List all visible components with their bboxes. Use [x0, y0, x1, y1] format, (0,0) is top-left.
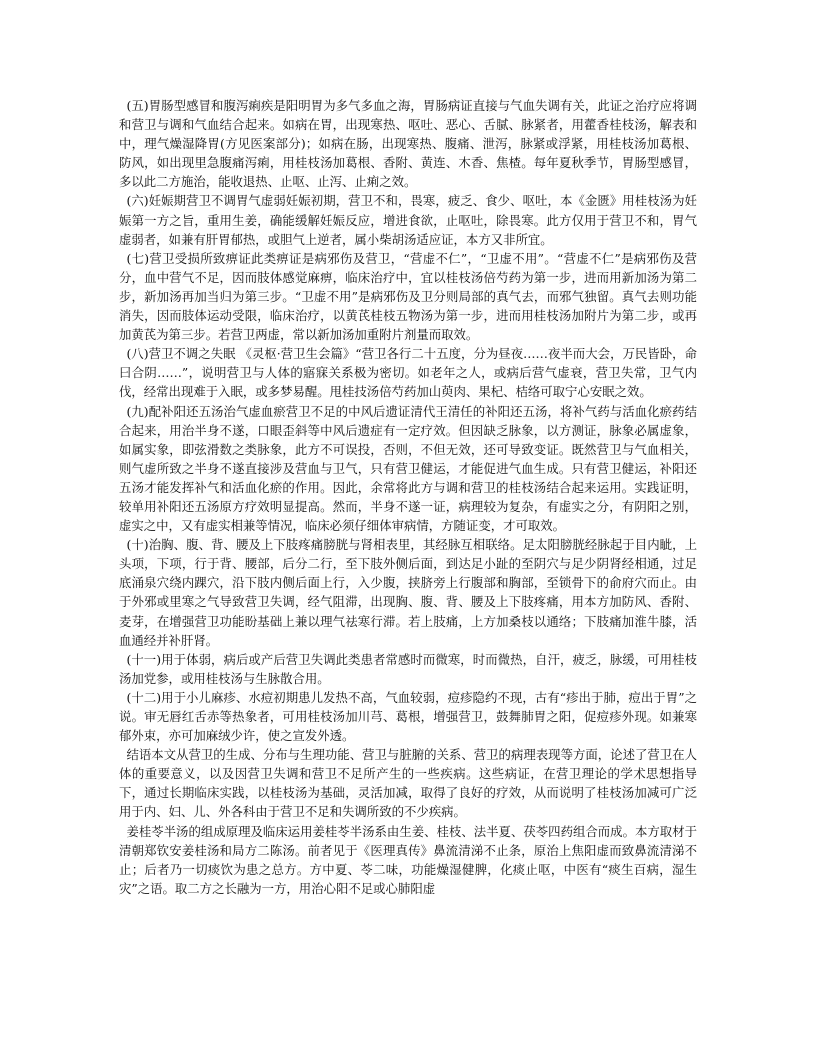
paragraph-body-pain: (十)治胸、腹、背、腰及上下肢疼痛膀胱与肾相表里，其经脉互相联络。足太阳膀胱经脉起于目内眦，上头项，下项，行于背、腰部，后分二行，至下肢外侧后面，到达足小趾的至阴穴与足少阴肾经相通，过足底涌泉穴绕内踝穴，沿下肢内侧后面上行，入少腹，挟脐旁上行腹部和胸部，至锁骨下的俞府穴而止。由于外邪或里寒之气导致营卫失调，经气阻滞，出现胸、腹、背、腰及上下肢疼痛，用本方加防风、香附、麦芽，在增强营卫功能盼基础上兼以理气祛寒行滞。若上肢痛，上方加桑枝以通络；下肢痛加淮牛膝，活血通经并补肝肾。 — [119, 537, 697, 648]
paragraph-pregnancy: (六)妊娠期营卫不调胃气虚弱妊娠初期，营卫不和，畏寒，疲乏、食少、呕吐，本《金匮》用桂枝汤为妊娠第一方之旨，重用生姜，确能缓解妊娠反应，增进食欲，止呕吐，除畏寒。此方仅用于营卫不和，胃气虚弱者，如兼有肝胃郁热，或胆气上逆者，属小柴胡汤适应证，本方又非所宜。 — [119, 193, 697, 247]
paragraph-insomnia: (八)营卫不调之失眠 《灵枢·营卫生会篇》“营卫各行二十五度，分为昼夜……夜半而大会，万民皆卧，命曰合阴……”，说明营卫与人体的寤寐关系极为密切。如老年之人，或病后营气虚衰，营卫失常，卫气内伐，经常出现难于入眠，或多梦易醒。甩桂技汤倍芍药加山萸肉、果杞、桔络可取宁心安眠之效。 — [119, 346, 697, 400]
paragraph-weak-constitution: (十一)用于体弱，病后或产后营卫失调此类患者常感时而微寒，时而微热，自汗，疲乏，脉缓，可用桂枝汤加党参，或用桂枝汤与生脉散合用。 — [119, 651, 697, 686]
document-page — [119, 96, 697, 898]
paragraph-gastrointestinal-cold: (五)胃肠型感冒和腹泻痢疾是阳明胃为多气多血之海，胃肠病证直接与气血失调有关，此证之治疗应将调和营卫与调和气血结合起来。如病在胃，出现寒热、呕吐、恶心、舌腻、脉紧者，用藿香桂枝汤，解表和中，理气燥湿降胃(方见医案部分)；如病在肠，出现寒热、腹痛、泄泻，脉紧或浮紧，用桂枝汤加葛根、防风，如出现里急腹痛泻痢，用桂枝汤加葛根、香附、黄连、木香、焦楂。每年夏秋季节，胃肠型感冒，多以此二方施治，能收退热、止呕、止泻、止痢之效。 — [119, 98, 697, 190]
paragraph-stroke-sequelae: (九)配补阳还五汤治气虚血瘀营卫不足的中风后遗证清代王清任的补阳还五汤，将补气药与活血化瘀药结合起来，用治半身不遂，口眼歪斜等中风后遗症有一定疗效。但因缺乏脉象，以方测证，脉象必属虚象，如属实象，即弦滑数之类脉象，此方不可误投，否则，不但无效，还可导致变证。既然营卫与气血相关，则气虚所致之半身不遂直接涉及营血与卫气，只有营卫健运，才能促进气血生成。只有营卫健运，补阳还五汤才能发挥补气和活血化瘀的作用。因此，余常将此方与调和营卫的桂枝汤结合起来运用。实践证明，较单用补阳还五汤原方疗效明显提高。然而，半身不遂一证，病理较为复杂，有虚实之分，有阴阳之别，虚实之中，又有虚实相兼等情况，临床必须仔细体审病情，方随证变，才可取效。 — [119, 403, 697, 534]
paragraph-pediatric-measles: (十二)用于小儿麻疹、水痘初期患儿发热不高，气血较弱，痘疹隐约不现，古有“疹出于肺，痘出于胃”之说。审无唇红舌赤等热象者，可用桂枝汤加川芎、葛根，增强营卫，鼓舞肺胃之阳，促痘疹外现。如兼寒郁外束，亦可加麻绒少许，使之宣发外透。 — [119, 689, 697, 744]
paragraph-conclusion: 结语本文从营卫的生成、分布与生理功能、营卫与脏腑的关系、营卫的病理表现等方面，论述了营卫在人体的重要意义，以及因营卫失调和营卫不足所产生的一些疾病。这些病证，在营卫理论的学术思想指导下，通过长期临床实践，以桂枝汤为基础，灵活加减，取得了良好的疗效，从而说明了桂枝汤加减可广泛用于内、妇、儿、外各科由于营卫不足和失调所致的不少疾病。 — [119, 747, 697, 820]
paragraph-jiang-gui-ling-ban: 姜桂苓半汤的组成原理及临床运用姜桂苓半汤系由生姜、桂枝、法半夏、茯苓四药组合而成。本方取材于清朝郑钦安姜桂汤和局方二陈汤。前者见于《医理真传》鼻流清涕不止条，原治上焦阳虚而致鼻流清涕不止；后者乃一切痰饮为患之总方。方中夏、苓二味，功能燥湿健脾，化痰止呕，中医有“痰生百病，湿生灾”之语。取二方之长融为一方，用治心阳不足或心肺阳虚 — [119, 823, 697, 896]
paragraph-bi-syndrome: (七)营卫受损所致痹证此类痹证是病邪伤及营卫，“营虚不仁”，“卫虚不用”。“营虚不仁”是病邪伤及营分，血中营气不足，因而肢体感觉麻痹，临床治疗中，宜以桂枝汤倍芍药为第一步，进而用新加汤为第二步，新加汤再加当归为第三步。“卫虚不用”是病邪伤及卫分则局部的真气去，而邪气独留。真气去则功能消失，因而肢体运动受限，临床治疗，以黄芪桂枝五物汤为第一步，进而用桂枝汤加附片为第二步，或再加黄芪为第三步。若营卫两虚，常以新加汤加重附片剂量而取效。 — [119, 250, 697, 343]
